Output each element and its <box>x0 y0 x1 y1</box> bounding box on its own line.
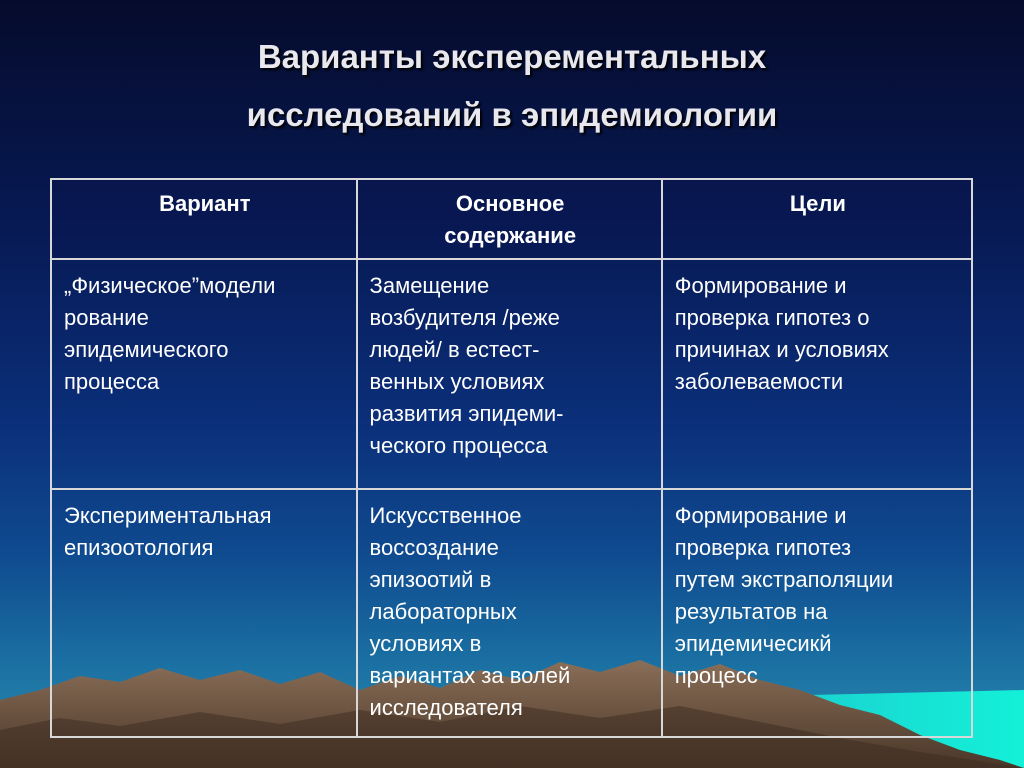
table-row <box>51 259 972 489</box>
experiments-table <box>50 178 973 738</box>
cell-goals: Формирование и проверка гипотез о причинах и условиях заболеваемости <box>662 259 972 489</box>
table-row <box>51 489 972 737</box>
table-header-row <box>51 179 972 259</box>
cell-variant: „Физическое”модели рование эпидемического процесса <box>51 259 357 489</box>
title-line-2: исследований в эпидемиологии <box>246 96 778 133</box>
slide-title <box>0 28 1024 144</box>
title-line-1: Варианты эксперементальных <box>257 38 767 75</box>
header-variant: Вариант <box>51 179 357 259</box>
cell-content: Искусственное воссоздание эпизоотий в лабораторных условиях в вариантах за волей исследователя <box>357 489 662 737</box>
header-goals: Цели <box>662 179 972 259</box>
cell-goals: Формирование и проверка гипотез путем экстраполяции результатов на эпидемичесикй процесс <box>662 489 972 737</box>
cell-content: Замещение возбудителя /реже людей/ в естест- венных условиях развития эпидеми- ческого процесса <box>357 259 662 489</box>
cell-variant: Экспериментальная епизоотология <box>51 489 357 737</box>
header-main-content: Основное содержание <box>357 179 662 259</box>
